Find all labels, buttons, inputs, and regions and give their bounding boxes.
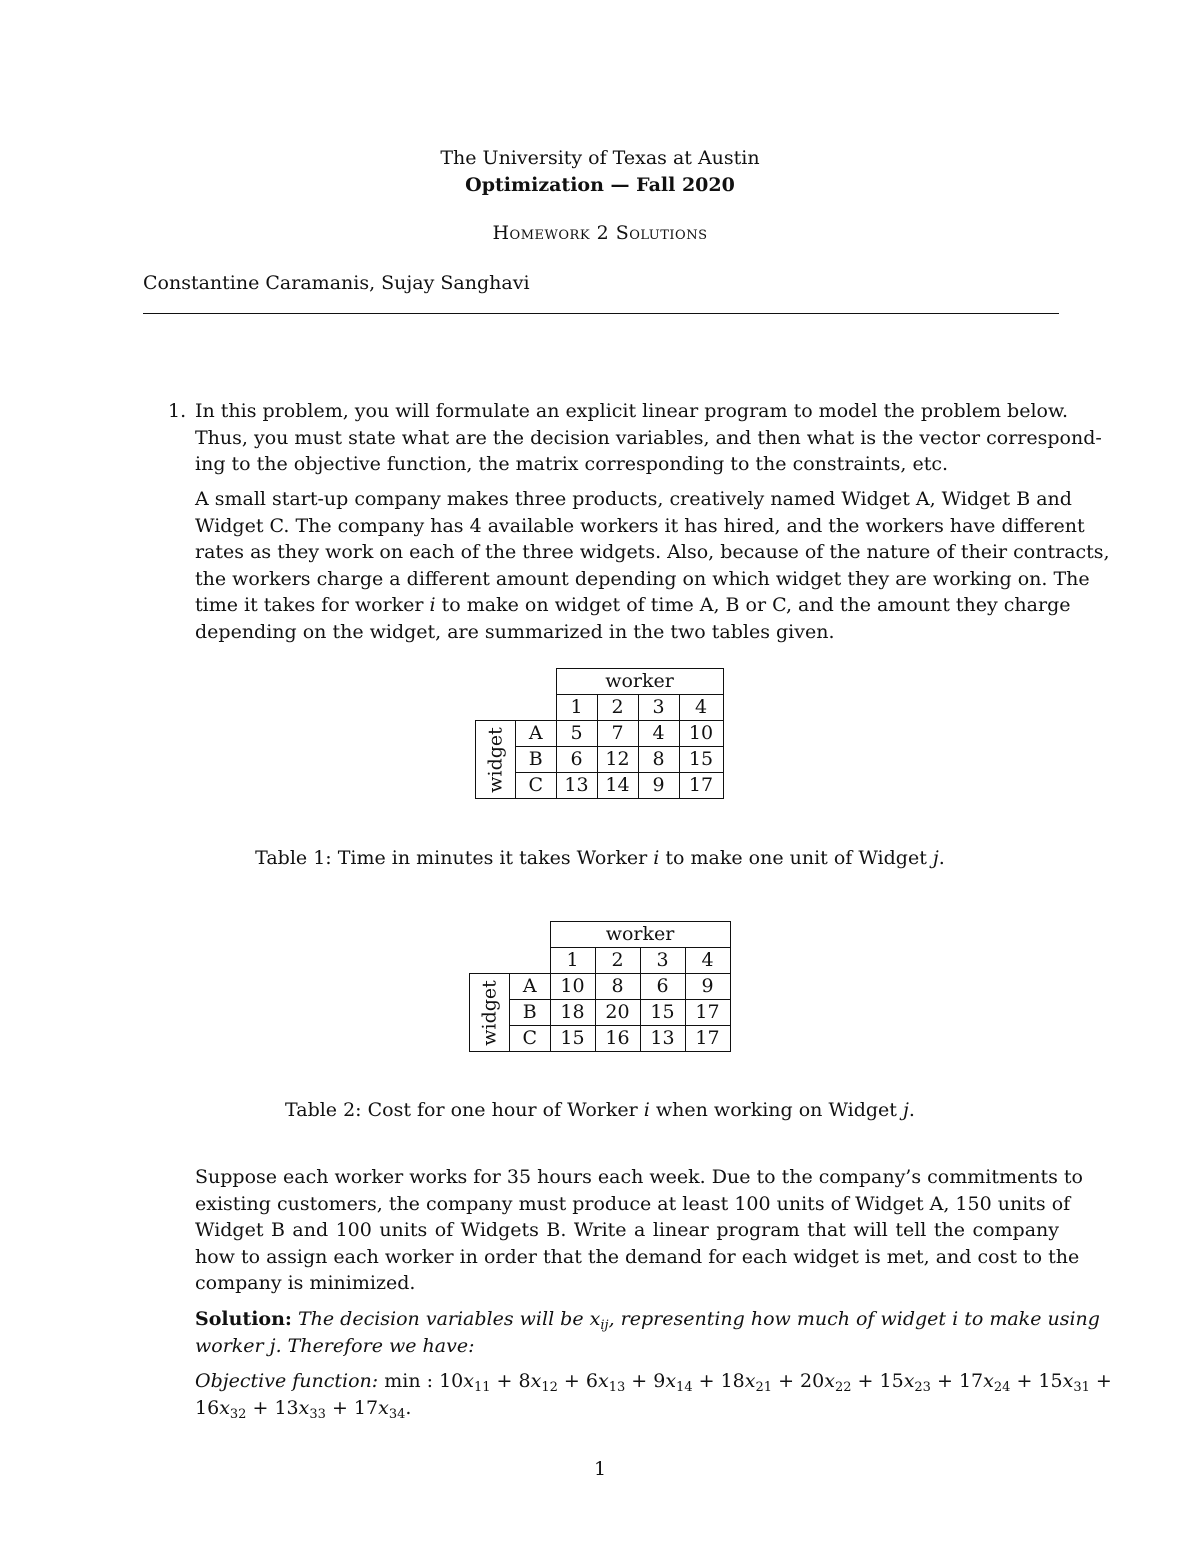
objective-term: $6x_{13}$ [585, 1370, 626, 1395]
time-table [475, 668, 724, 799]
problem-story [195, 486, 1110, 646]
table-cell: 12 [597, 747, 638, 773]
objective-line: $16x_{32} + 13x_{33} + 17x_{34}$. [195, 1396, 412, 1422]
objective-min: min : [384, 1370, 434, 1392]
intro-line: ing to the objective function, the matrix corresponding to the constraints, etc. [195, 453, 949, 476]
row-label: A [510, 974, 551, 1000]
var-i: i [429, 594, 436, 617]
row-label: C [510, 1026, 551, 1052]
objective-term: $15x_{23}$ [879, 1370, 931, 1395]
col-label: 2 [595, 948, 640, 974]
header-divider [143, 313, 1059, 314]
requirement-line: existing customers, the company must produce at least 100 units of Widget A, 150 units of [195, 1192, 1071, 1215]
table-cell: 17 [685, 1026, 730, 1052]
table-cell: 9 [638, 773, 679, 799]
objective-term: $15x_{31}$ [1038, 1370, 1090, 1395]
university-name: The University of Texas at Austin [440, 147, 760, 169]
requirement-line: how to assign each worker in order that the demand for each widget is met, and cost to the [195, 1245, 1080, 1268]
authors: Constantine Caramanis, Sujay Sanghavi [143, 272, 530, 294]
objective-term: $17x_{24}$ [958, 1370, 1011, 1395]
row-header: widget [476, 721, 516, 799]
table-cell: 14 [597, 773, 638, 799]
col-label: 3 [638, 695, 679, 721]
objective-term: $9x_{14}$ [653, 1370, 693, 1395]
table-cell: 15 [640, 1000, 685, 1026]
table-cell: 17 [685, 1000, 730, 1026]
homework-title: Homework 2 Solutions [492, 222, 708, 244]
table-cell: 8 [638, 747, 679, 773]
table-cell: 8 [595, 974, 640, 1000]
cost-table [469, 921, 731, 1052]
table-cell: 6 [640, 974, 685, 1000]
story-line-mixed: time it takes for worker i to make on widget of time A, B or C, and the amount they charge [195, 594, 1071, 617]
solution-line: Solution: The decision variables will be $x_{ij}$, representing how much of widget i to make using [195, 1308, 1100, 1333]
solution-line: worker j. Therefore we have: [195, 1334, 475, 1357]
col-label: 1 [556, 695, 597, 721]
table-cell: 4 [638, 721, 679, 747]
problem-number: 1. [168, 400, 187, 422]
table-cell: 17 [679, 773, 723, 799]
col-label: 4 [685, 948, 730, 974]
objective-label: Objective function: [195, 1370, 379, 1392]
row-label: A [516, 721, 557, 747]
table-cell: 13 [556, 773, 597, 799]
table1-caption: Table 1: Time in minutes it takes Worker i to make one unit of Widget j. [255, 847, 945, 869]
row-label: B [510, 1000, 551, 1026]
story-line: the workers charge a different amount depending on which widget they are working on. The [195, 567, 1090, 590]
requirement-paragraph [195, 1164, 1083, 1297]
story-line: A small start-up company makes three products, creatively named Widget A, Widget B and [195, 488, 1072, 510]
table-cell: 20 [595, 1000, 640, 1026]
solution-paragraph [195, 1306, 1100, 1359]
table-cell: 15 [679, 747, 723, 773]
table-cell: 10 [550, 974, 595, 1000]
table-cell: 7 [597, 721, 638, 747]
col-label: 3 [640, 948, 685, 974]
solution-label: Solution: [195, 1308, 292, 1330]
table-cell: 13 [640, 1026, 685, 1052]
course-title: Optimization — Fall 2020 [465, 174, 735, 196]
story-line: rates as they work on each of the three widgets. Also, because of the nature of their contracts, [195, 541, 1110, 564]
col-label: 1 [550, 948, 595, 974]
intro-line: In this problem, you will formulate an explicit linear program to model the problem below. [195, 400, 1069, 422]
row-label: B [516, 747, 557, 773]
objective-term: $13x_{33}$ [274, 1396, 326, 1422]
page-number: 1 [593, 1458, 607, 1480]
story-line: Widget C. The company has 4 available workers it has hired, and the workers have different [195, 514, 1085, 537]
col-label: 2 [597, 695, 638, 721]
col-header: worker [550, 922, 730, 948]
table-cell: 15 [550, 1026, 595, 1052]
problem-intro [195, 398, 1102, 478]
table2-caption: Table 2: Cost for one hour of Worker i when working on Widget j. [285, 1099, 915, 1121]
table-cell: 18 [550, 1000, 595, 1026]
requirement-line: company is minimized. [195, 1272, 416, 1295]
row-header: widget [470, 974, 510, 1052]
objective-term: $16x_{32}$ [195, 1396, 247, 1422]
table-cell: 16 [595, 1026, 640, 1052]
row-label: C [516, 773, 557, 799]
objective-term: $10x_{11}$ [439, 1370, 491, 1395]
col-header: worker [556, 669, 723, 695]
requirement-line: Suppose each worker works for 35 hours each week. Due to the company’s commitments to [195, 1166, 1083, 1188]
table-cell: 5 [556, 721, 597, 747]
col-label: 4 [679, 695, 723, 721]
requirement-line: Widget B and 100 units of Widgets B. Write a linear program that will tell the company [195, 1219, 1059, 1242]
objective-term: $20x_{22}$ [800, 1370, 852, 1395]
intro-line: Thus, you must state what are the decision variables, and then what is the vector correspond- [195, 426, 1102, 449]
objective-term: $18x_{21}$ [720, 1370, 773, 1395]
objective-function [195, 1368, 1112, 1422]
table-cell: 10 [679, 721, 723, 747]
objective-line: Objective function: min : $10x_{11} + 8x_{12} + 6x_{13} + 9x_{14} + 18x_{21} + 20x_{22} + 15x_{23} + 17x_{24} + 15x_{31}$ + [195, 1370, 1112, 1395]
story-line: depending on the widget, are summarized in the two tables given. [195, 620, 835, 643]
table-cell: 6 [556, 747, 597, 773]
objective-term: $17x_{34}$ [353, 1396, 406, 1422]
table-cell: 9 [685, 974, 730, 1000]
objective-term: $8x_{12}$ [518, 1370, 558, 1395]
